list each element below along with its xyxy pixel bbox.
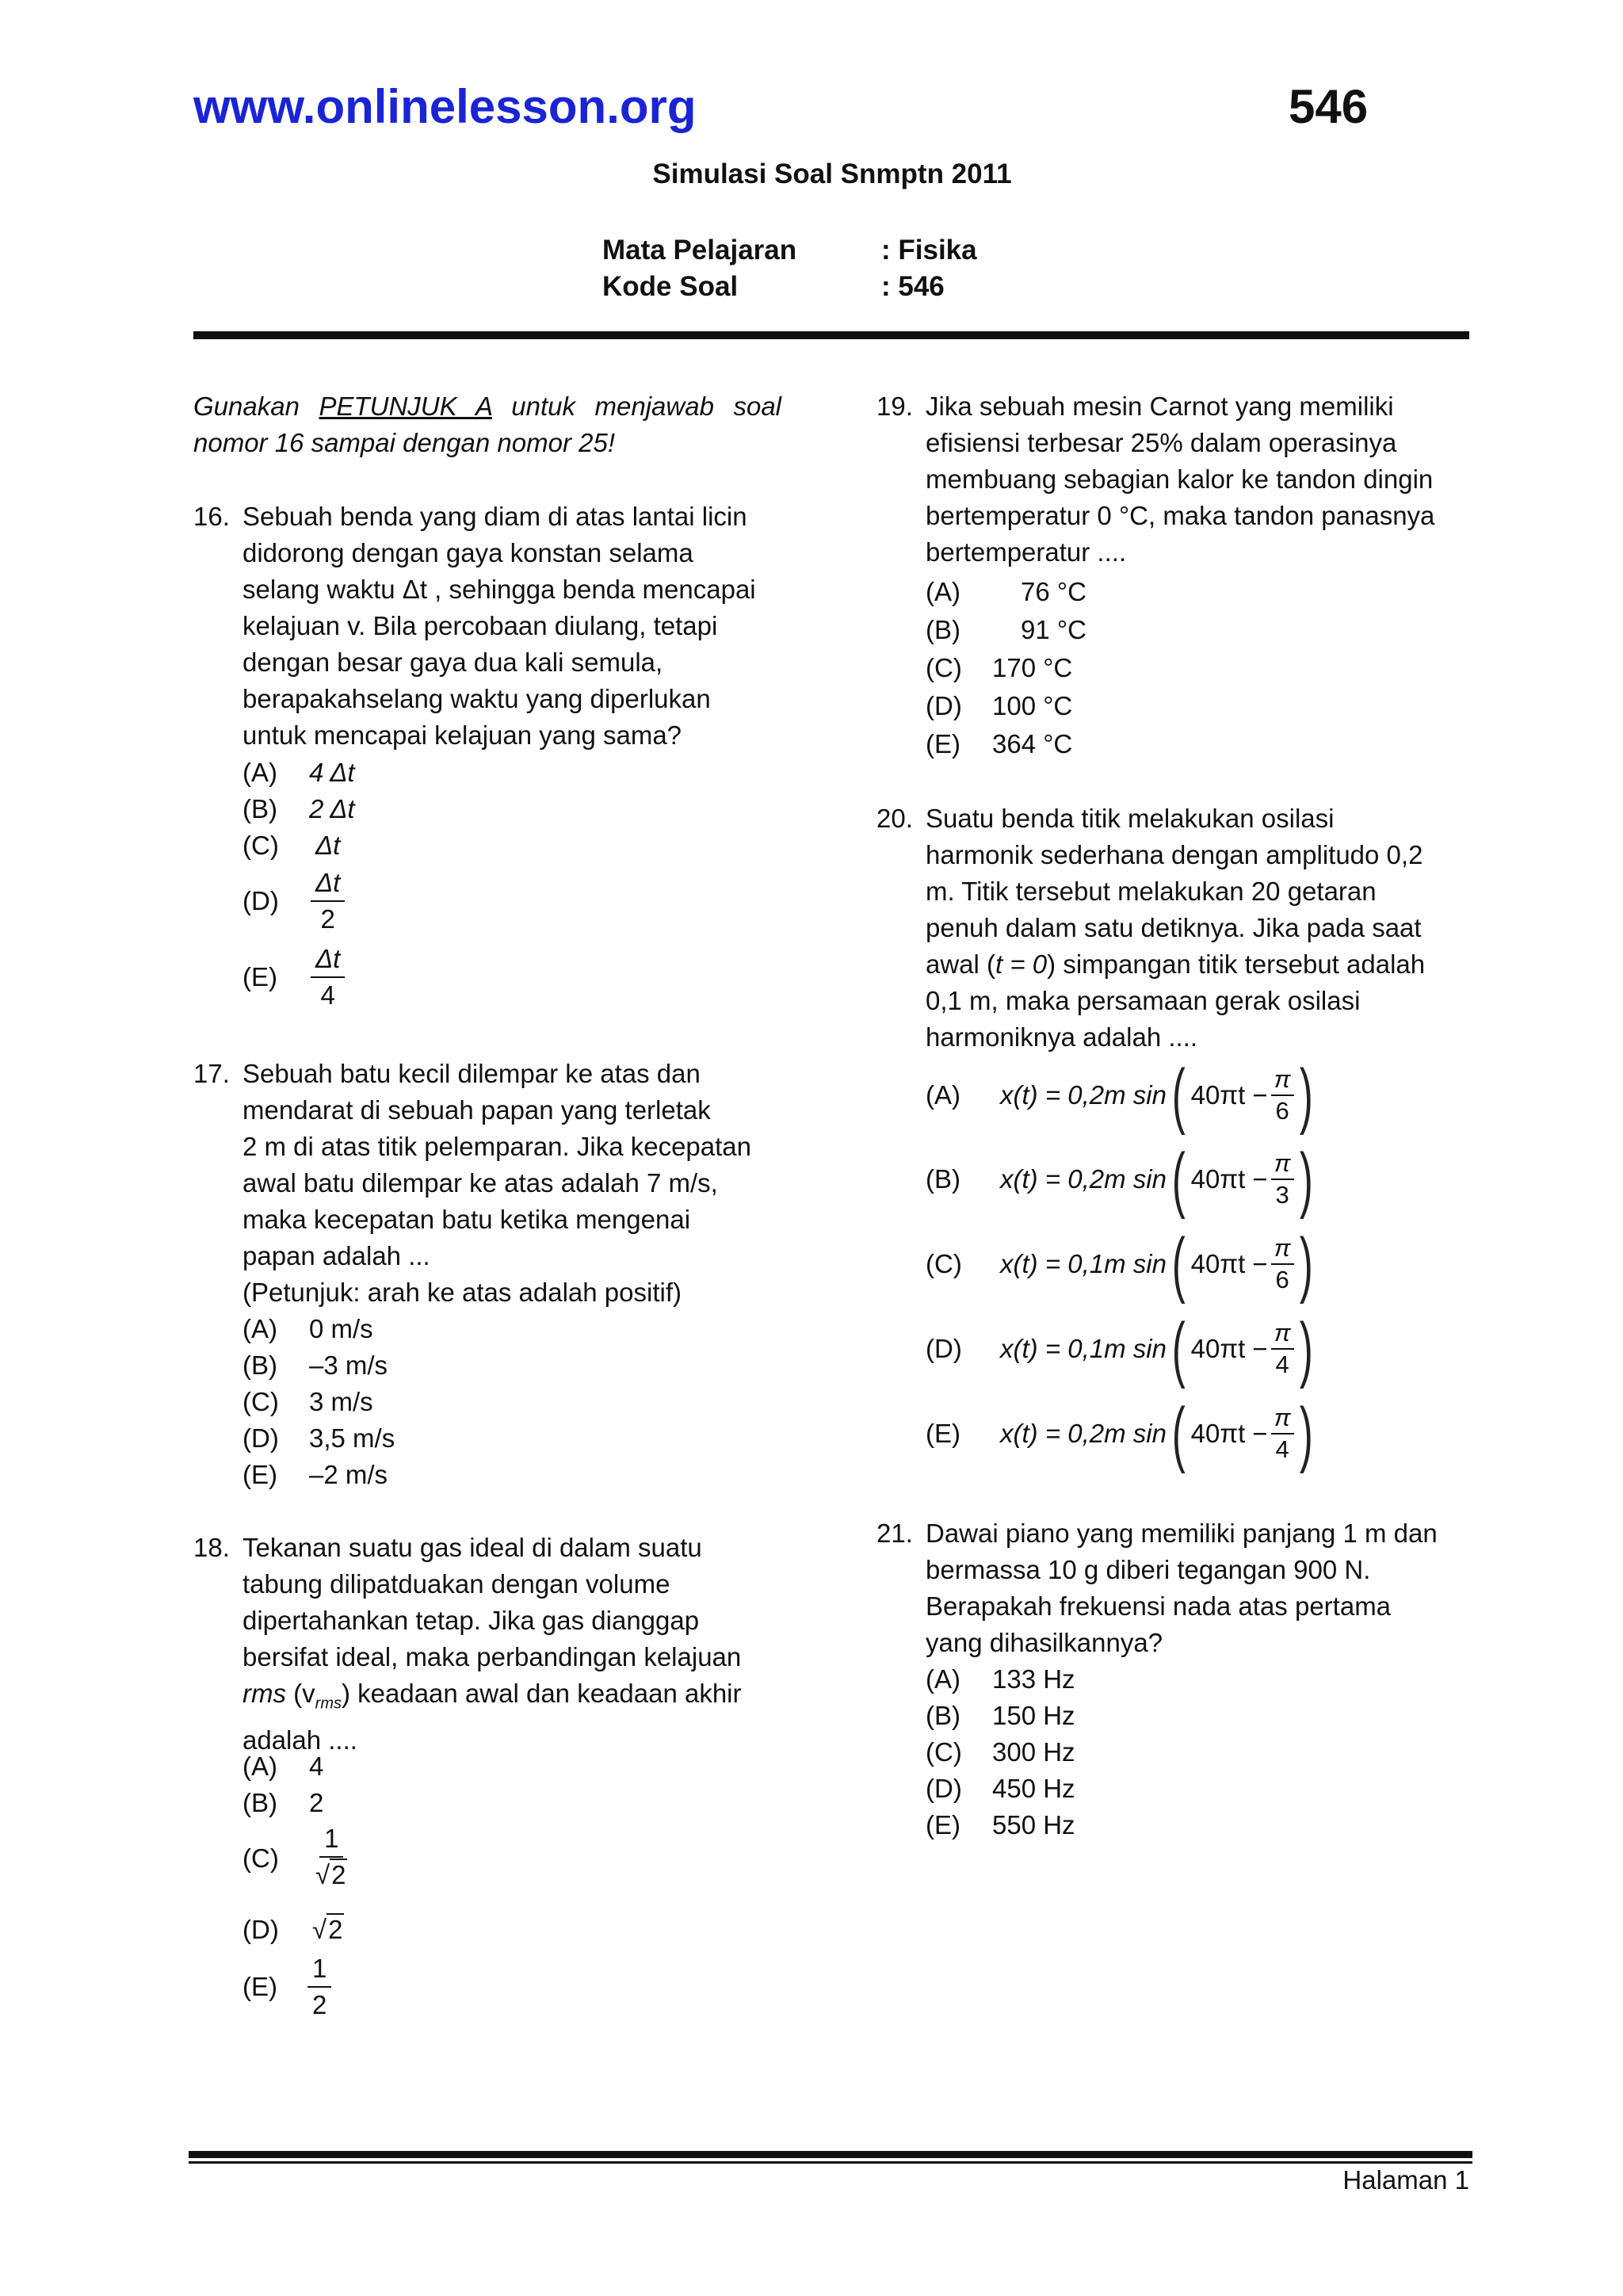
q19-option-c[interactable]: (C) 170 °C [926, 653, 1073, 682]
site-url[interactable]: www.onlinelesson.org [193, 80, 697, 133]
q20-option-d[interactable]: (D) x(t) = 0,1m sin ( 40πt − $\frac{\pi}{4}$ ) [926, 1308, 1313, 1389]
instruction-link: PETUNJUK A [319, 392, 492, 421]
q19-text: Jika sebuah mesin Carnot yang memiliki efisiensi terbesar 25% dalam operasinya membuang sebagian kalor ke tandon dingin bertemperatur 0 °C, maka tandon panasnya bertemperatur .... [926, 392, 1435, 567]
q17-option-d[interactable]: (D) 3,5 m/s [242, 1423, 395, 1453]
q16-option-a: 4 Δt [309, 758, 355, 787]
q17-option-c[interactable]: (C) 3 m/s [242, 1387, 373, 1416]
q18-option-c-fraction: $\frac{1}{√2}$ [311, 1821, 352, 1893]
q17-option-a[interactable]: (A) 0 m/s [242, 1314, 373, 1343]
q16-option-a-label[interactable]: (A) [242, 758, 277, 787]
footer-rule-thin [189, 2161, 1472, 2164]
q18-text: Tekanan suatu gas ideal di dalam suatu tabung dilipatduakan dengan volume dipertahankan tetap. Jika gas dianggap bersifat ideal, maka perbandingan kelajuan rms $(v_{rms})$ keadaan awal dan keadaan akhir adalah .... [242, 1533, 742, 1755]
meta-label-subject: Mata Pelajaran [602, 235, 797, 266]
q16-option-d-fraction: $\frac{\Delta t}{2}$ [311, 865, 345, 937]
q16-option-b: 2 Δt [309, 794, 355, 823]
q19-number: 19. [876, 392, 913, 421]
q17-option-e[interactable]: (E) –2 m/s [242, 1460, 388, 1489]
page-number: Halaman 1 [1342, 2165, 1469, 2195]
q20-option-a-lhs: x(t) = 0,2m sin [1000, 1080, 1167, 1110]
q17-options [242, 1311, 395, 1493]
q17-number: 17. [193, 1059, 230, 1088]
q18-option-b: 2 [309, 1788, 324, 1817]
q20-option-c[interactable]: (C) x(t) = 0,1m sin ( 40πt − $\frac{\pi}{6}$ ) [926, 1224, 1313, 1305]
page-title: Simulasi Soal Snmptn 2011 [652, 159, 1012, 189]
q18-option-a: 4 [309, 1752, 324, 1781]
meta-value-code: : 546 [881, 271, 945, 302]
q21-number: 21. [876, 1519, 913, 1548]
q20-option-a[interactable]: (A) x(t) = 0,2m sin ( 40πt − $\frac{\pi}{6}$ ) [926, 1055, 1313, 1136]
q18-option-c-label[interactable]: (C) [242, 1843, 279, 1873]
q18-option-e-fraction: $\frac{1}{2}$ [307, 1951, 331, 2023]
q16-option-c-label[interactable]: (C) [242, 831, 279, 860]
instruction: Gunakan PETUNJUK A untuk menjawab soal nomor 16 sampai dengan nomor 25! [193, 392, 781, 457]
q21-option-b[interactable]: (B) 150 Hz [926, 1701, 1075, 1730]
q19-option-d[interactable]: (D) 100 °C [926, 691, 1073, 720]
q19-option-e[interactable]: (E) 364 °C [926, 729, 1073, 758]
q16-option-e-fraction: $\frac{\Delta t}{4}$ [311, 942, 345, 1013]
q20-text: Suatu benda titik melakukan osilasi harmonik sederhana dengan amplitudo 0,2 m. Titik tersebut melakukan 20 getaran penuh dalam satu detiknya. Jika pada saat awal (t = 0) simpangan titik tersebut adalah 0,1 m, maka persamaan gerak osilasi harmoniknya adalah .... [926, 804, 1426, 1052]
meta-label-code: Kode Soal [602, 271, 739, 302]
q21-option-e[interactable]: (E) 550 Hz [926, 1810, 1075, 1839]
q18-option-d: √2 [312, 1915, 343, 1944]
q20-number: 20. [876, 804, 913, 833]
q17-option-b[interactable]: (B) –3 m/s [242, 1350, 388, 1380]
q21-option-a[interactable]: (A) 133 Hz [926, 1664, 1075, 1694]
q21-option-c[interactable]: (C) 300 Hz [926, 1737, 1075, 1767]
q18-option-e-label[interactable]: (E) [242, 1972, 277, 2001]
exam-code: 546 [1289, 80, 1369, 133]
footer-rule-thick [189, 2151, 1472, 2158]
header-rule [193, 331, 1469, 339]
q18-option-a-label[interactable]: (A) [242, 1752, 277, 1781]
q18-option-d-label[interactable]: (D) [242, 1915, 279, 1944]
q19-option-a[interactable]: (A) 76 °C [926, 577, 1086, 606]
meta-value-subject: : Fisika [881, 235, 977, 266]
q20-option-e[interactable]: (E) x(t) = 0,2m sin ( 40πt − $\frac{\pi}{4}$ ) [926, 1393, 1313, 1474]
q19-options [926, 573, 1086, 763]
q16-number: 16. [193, 502, 230, 531]
q16-option-b-label[interactable]: (B) [242, 794, 277, 823]
q16-option-c: Δt [315, 831, 341, 860]
q21-text: Dawai piano yang memiliki panjang 1 m dan bermassa 10 g diberi tegangan 900 N. Berapakah frekuensi nada atas pertama yang dihasilkannya? [926, 1519, 1438, 1657]
q19-option-b[interactable]: (B) 91 °C [926, 615, 1086, 644]
q20-option-b[interactable]: (B) x(t) = 0,2m sin ( 40πt − $\frac{\pi}{3}$ ) [926, 1139, 1313, 1220]
q18-option-b-label[interactable]: (B) [242, 1788, 277, 1817]
q16-text: Sebuah benda yang diam di atas lantai licin didorong dengan gaya konstan selama selang waktu Δt , sehingga benda mencapai kelajuan v. Bila percobaan diulang, tetapi dengan besar gaya dua kali semula, berapakahselang waktu yang diperlukan untuk mencapai kelajuan yang sama? [242, 502, 756, 750]
q16-option-d-label[interactable]: (D) [242, 886, 279, 915]
q21-options [926, 1661, 1075, 1843]
q21-option-d[interactable]: (D) 450 Hz [926, 1774, 1075, 1803]
q16-option-e-label[interactable]: (E) [242, 962, 277, 991]
q18-number: 18. [193, 1533, 230, 1562]
q17-text: Sebuah batu kecil dilempar ke atas dan mendarat di sebuah papan yang terletak 2 m di atas titik pelemparan. Jika kecepatan awal batu dilempar ke atas adalah 7 m/s, maka kecepatan batu ketika mengenai papan adalah ... (Petunjuk: arah ke atas adalah positif) [242, 1059, 752, 1307]
